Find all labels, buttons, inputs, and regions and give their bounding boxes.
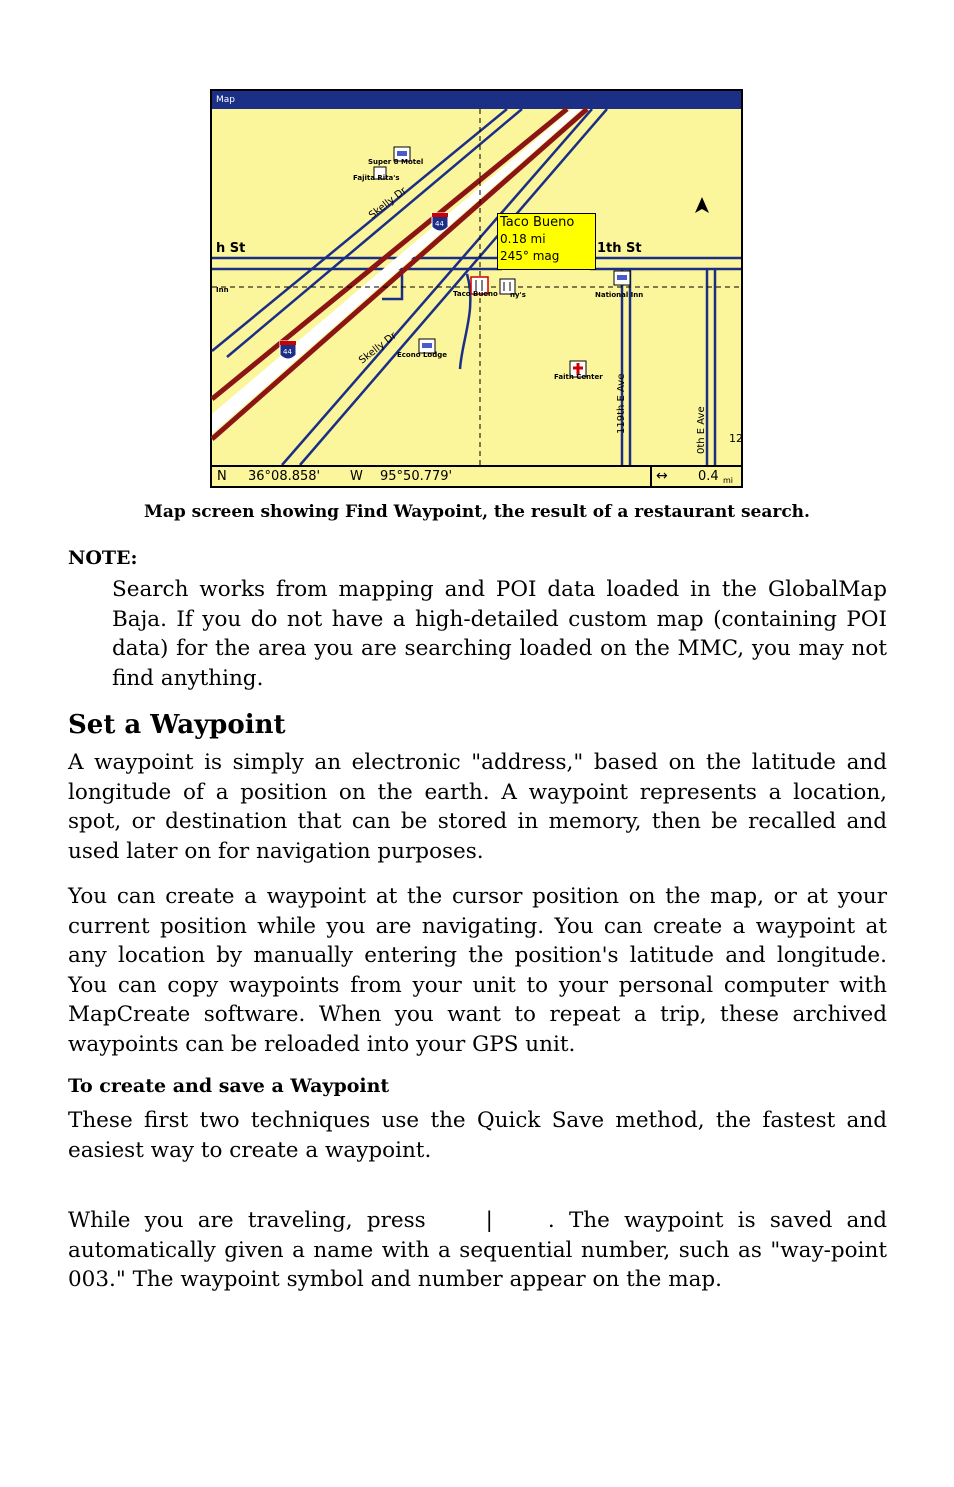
section-title: Set a Waypoint	[68, 710, 286, 740]
poi-label: ny's	[510, 291, 526, 299]
poi-label: Econo Lodge	[397, 351, 448, 359]
hotel-icon	[614, 271, 630, 285]
north-arrow-icon	[695, 197, 709, 213]
instruction-text-b: . The waypoint is saved and automatically given a name with a sequential number, such as "way-point 003." The waypoint symbol and number appear on the map.	[68, 1208, 887, 1293]
longitude-hemisphere: W	[350, 469, 363, 484]
paragraph-save-while-traveling	[68, 1206, 887, 1295]
street-skelly-upper	[212, 109, 522, 357]
instruction-text-a: While you are traveling, press	[68, 1208, 426, 1233]
latitude-value: 36°08.858'	[248, 469, 321, 484]
zoom-unit: mi	[723, 476, 734, 485]
paragraph-quick-save: These first two techniques use the Quick Save method, the fastest and easiest way to create a waypoint.	[68, 1108, 887, 1163]
poi-label: National Inn	[595, 291, 644, 299]
map-window-title: Map	[212, 91, 741, 109]
paragraph-create-methods: You can create a waypoint at the cursor position on the map, or at your current position while you are navigating. You can create a waypoint at any location by manually entering the position's latitude and longitude. You can copy waypoints from your unit to your personal computer with MapCreate software. When you want to repeat a trip, these archived waypoints can be reloaded into your GPS unit.	[68, 884, 887, 1057]
poi-label: Faith Center	[554, 373, 603, 381]
map-screenshot	[210, 89, 743, 488]
map-status-bar	[212, 465, 741, 486]
popup-distance: 0.18 mi	[500, 232, 546, 246]
double-arrow-icon: ↔	[656, 468, 668, 484]
street-label: h St	[216, 241, 246, 256]
key-separator: |	[485, 1208, 493, 1233]
map-canvas	[212, 109, 741, 465]
paragraph-waypoint-definition: A waypoint is simply an electronic "address," based on the latitude and longitude of a position on the earth. A waypoint represents a location, spot, or destination that can be stored in memory, then be recalled and used later on for navigation purposes.	[68, 750, 887, 864]
street-label: Skelly Dr	[367, 185, 409, 222]
latitude-hemisphere: N	[217, 469, 227, 484]
popup-bearing: 245° mag	[500, 249, 560, 263]
interstate-number: 44	[435, 220, 444, 228]
subsection-title: To create and save a Waypoint	[68, 1075, 390, 1097]
popup-name: Taco Bueno	[500, 215, 575, 230]
street-120th	[707, 269, 715, 465]
poi-label: Fajita Rita's	[353, 174, 400, 182]
poi-label: Super 8 Motel	[368, 158, 424, 166]
street-label: 119th E Ave	[616, 373, 627, 434]
street-label: Skelly Dr	[357, 330, 399, 367]
poi-label: Inn	[216, 286, 229, 294]
note-label: NOTE:	[68, 547, 138, 569]
figure-caption: Map screen showing Find Waypoint, the result of a restaurant search.	[144, 502, 810, 522]
longitude-value: 95°50.779'	[380, 469, 453, 484]
note-text: Search works from mapping and POI data loaded in the GlobalMap Baja. If you do not have a high-detailed custom map (containing POI data) for the area you are searching loaded on the MMC, you may not find anything.	[112, 577, 887, 691]
interstate-number: 44	[283, 348, 292, 356]
street-label: 12	[729, 432, 743, 445]
street-label: 0th E Ave	[696, 406, 707, 454]
street-label: 1th St	[597, 241, 642, 256]
street-connector	[460, 274, 470, 369]
zoom-value: 0.4	[698, 469, 719, 484]
poi-label: Taco Bueno	[453, 290, 498, 298]
waypoint-info-popup	[497, 213, 596, 270]
